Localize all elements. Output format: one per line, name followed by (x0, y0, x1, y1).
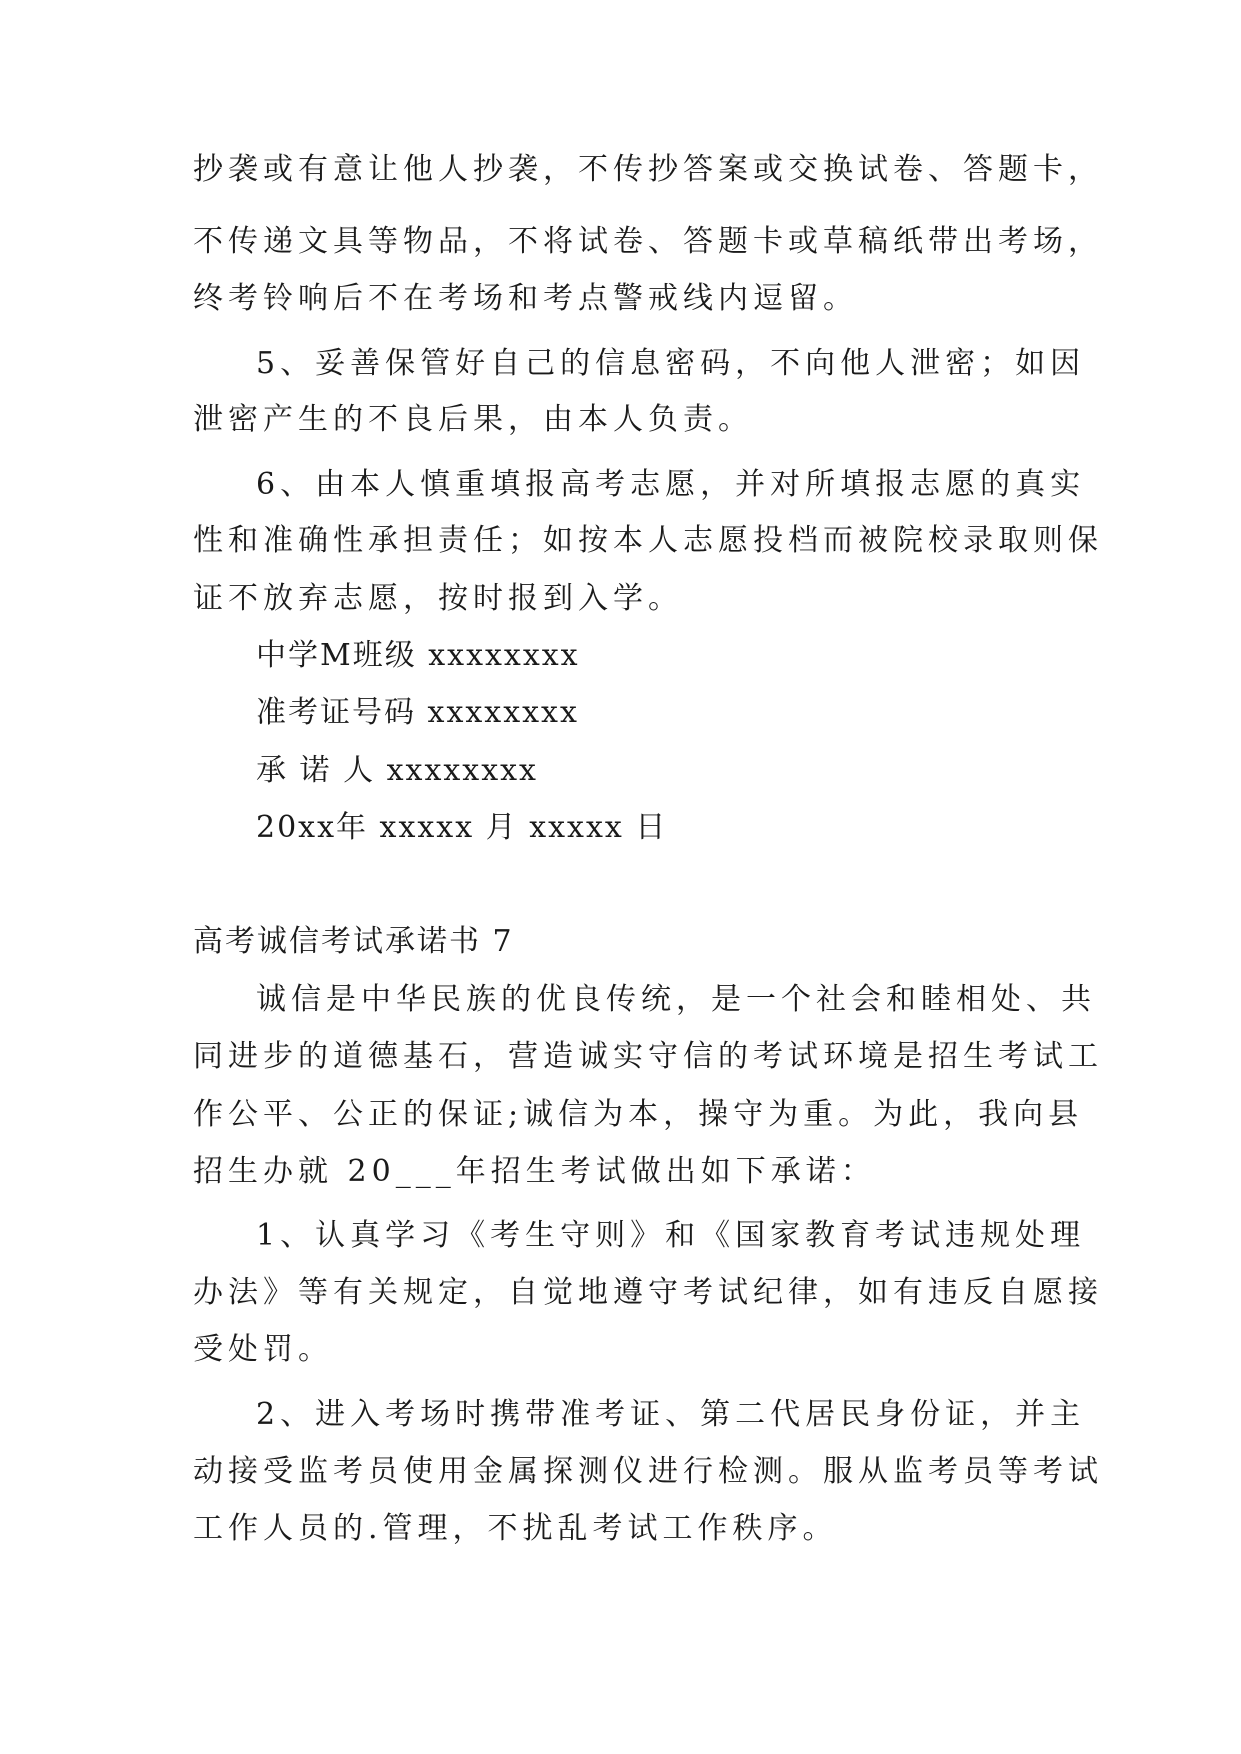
paragraph-line: 性和准确性承担责任；如按本人志愿投档而被院校录取则保 (193, 523, 1103, 558)
paragraph-line: 动接受监考员使用金属探测仪进行检测。服从监考员等考试 (193, 1454, 1103, 1489)
paragraph-line: 工作人员的.管理，不扰乱考试工作秩序。 (193, 1511, 838, 1546)
paragraph-line: 作公平、公正的保证;诚信为本，操守为重。为此，我向县 (193, 1097, 1084, 1132)
paragraph-line: 5、妥善保管好自己的信息密码，不向他人泄密；如因 (256, 346, 1086, 381)
paragraph-line: 受处罚。 (193, 1332, 333, 1367)
paragraph-line: 6、由本人慎重填报高考志愿，并对所填报志愿的真实 (256, 467, 1086, 502)
signature-school-class: 中学M班级 xxxxxxxx (256, 638, 580, 673)
paragraph-line: 诚信是中华民族的优良传统，是一个社会和睦相处、共 (256, 982, 1096, 1017)
signature-date: 20xx年 xxxxx 月 xxxxx 日 (256, 810, 668, 845)
paragraph-line: 不传递文具等物品，不将试卷、答题卡或草稿纸带出考场， (193, 224, 1103, 259)
paragraph-line: 终考铃响后不在考场和考点警戒线内逗留。 (193, 281, 858, 316)
paragraph-line: 抄袭或有意让他人抄袭，不传抄答案或交换试卷、答题卡， (193, 152, 1103, 187)
paragraph-line: 证不放弃志愿，按时报到入学。 (193, 581, 683, 616)
paragraph-line: 泄密产生的不良后果，由本人负责。 (193, 402, 753, 437)
paragraph-line: 招生办就 20___年招生考试做出如下承诺： (193, 1154, 876, 1189)
signature-exam-id: 准考证号码 xxxxxxxx (256, 695, 579, 730)
paragraph-line: 同进步的道德基石，营造诚实守信的考试环境是招生考试工 (193, 1039, 1103, 1074)
paragraph-line: 办法》等有关规定，自觉地遵守考试纪律，如有违反自愿接 (193, 1275, 1103, 1310)
section-title: 高考诚信考试承诺书 7 (193, 924, 514, 959)
paragraph-line: 2、进入考场时携带准考证、第二代居民身份证，并主 (256, 1397, 1086, 1432)
signature-promisor: 承 诺 人 xxxxxxxx (256, 753, 538, 788)
paragraph-line: 1、认真学习《考生守则》和《国家教育考试违规处理 (256, 1218, 1086, 1253)
